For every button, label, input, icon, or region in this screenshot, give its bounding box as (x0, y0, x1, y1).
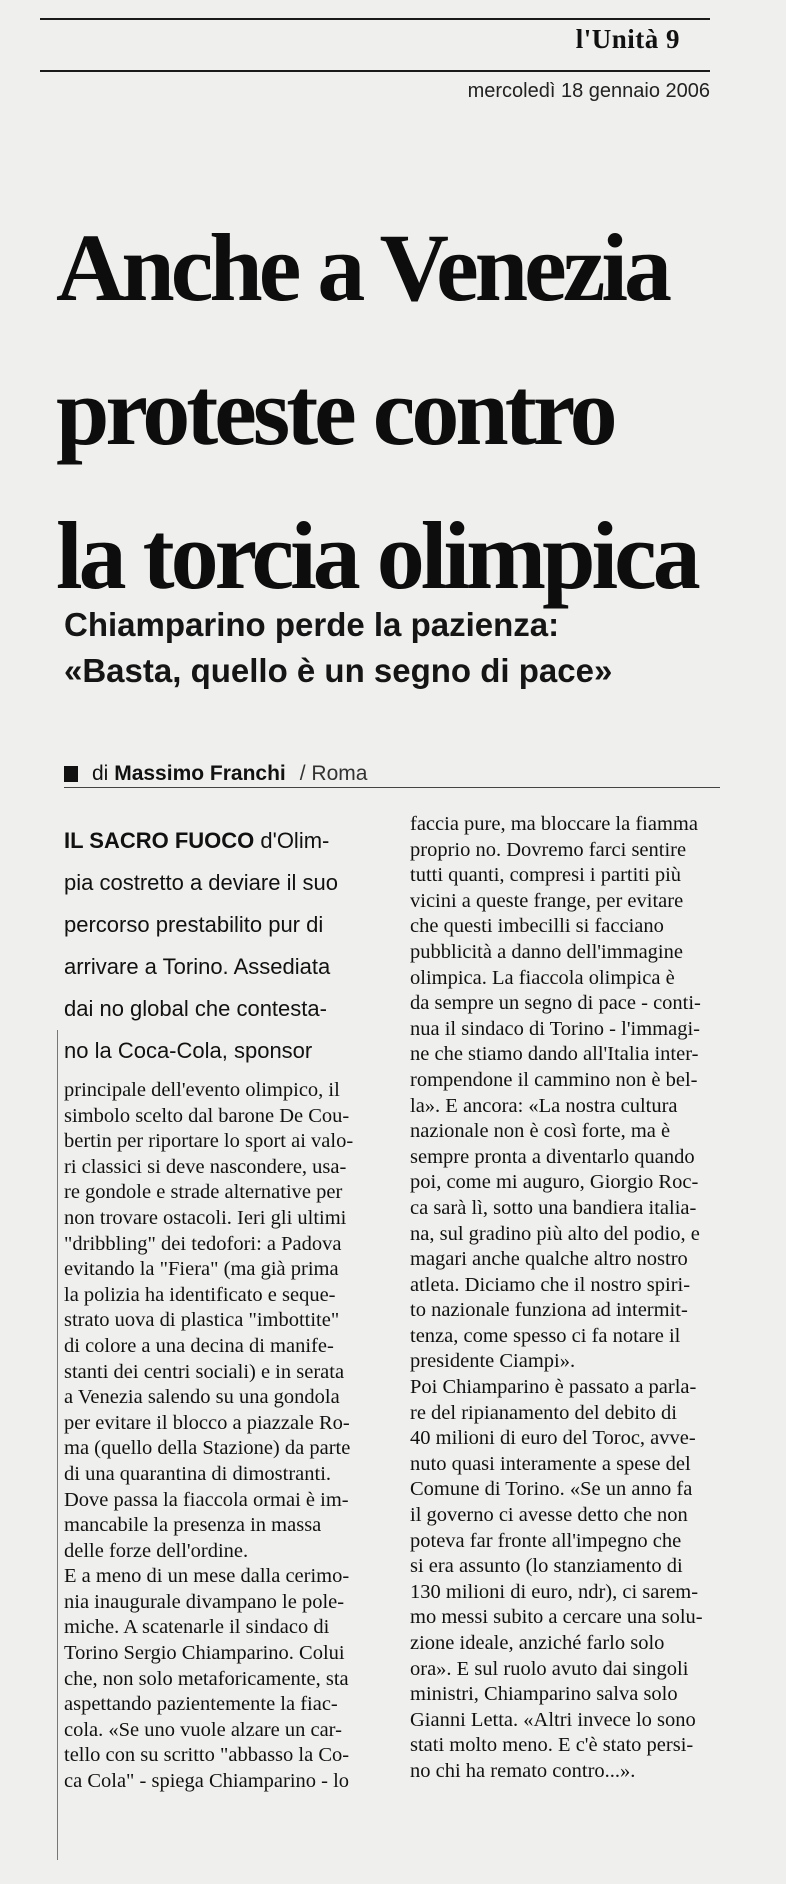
body-line: stati molto meno. E c'è stato persi- (410, 1734, 694, 1757)
body-line: bertin per riportare lo sport ai valo- (64, 1130, 354, 1153)
body-line: principale dell'evento olimpico, il (64, 1079, 340, 1101)
body-line: che, non solo metaforicamente, sta (64, 1667, 349, 1690)
body-line: tello con su scritto "abbasso la Co- (64, 1744, 350, 1767)
byline-prefix: di (92, 762, 109, 785)
lead-paragraph (64, 820, 394, 1072)
column-margin-line (57, 1030, 58, 1860)
body-line: il governo ci avesse detto che non (410, 1504, 688, 1527)
byline-location: / Roma (299, 762, 368, 785)
body-line: cola. «Se uno vuole alzare un car- (64, 1718, 342, 1741)
body-line: pubblicità a danno dell'immagine (410, 940, 683, 963)
newspaper-name: l'Unità 9 (575, 24, 680, 54)
byline-author: Massimo Franchi (114, 762, 286, 785)
body-line: non trovare ostacoli. Ieri gli ultimi (64, 1206, 347, 1229)
byline-rule (64, 787, 720, 788)
body-line: ora». E sul ruolo avuto dai singoli (410, 1657, 689, 1680)
body-line: si era assunto (lo stanziamento di (410, 1555, 683, 1578)
kicker: IL SACRO FUOCO (64, 828, 255, 853)
body-line: ministri, Chiamparino salva solo (410, 1683, 678, 1706)
body-line: proprio no. Dovremo farci sentire (410, 838, 687, 861)
headline (56, 196, 746, 628)
lead-line: no la Coca-Cola, sponsor (64, 1038, 313, 1063)
body-line: sempre pronta a diventarlo quando (410, 1145, 695, 1168)
lead-line: arrivare a Torino. Assediata (64, 954, 331, 979)
body-line: nia inaugurale divampano le pole- (64, 1590, 345, 1613)
body-line: na, sul gradino più alto del podio, e (410, 1222, 700, 1245)
body-line: poteva far fronte all'impegno che (410, 1529, 682, 1552)
body-line: 130 milioni di euro, ndr), ci sarem- (410, 1580, 699, 1603)
header-bottom-rule (40, 70, 710, 72)
body-line: ne che stiamo dando all'Italia inter- (410, 1043, 699, 1066)
body-line: ma (quello della Stazione) da parte (64, 1437, 351, 1460)
body-line: tenza, come spesso ci fa notare il (410, 1324, 681, 1347)
body-text-right (410, 812, 746, 1785)
body-line: la polizia ha identificato e seque- (64, 1283, 336, 1306)
body-line: evitando la "Fiera" (ma già prima (64, 1258, 339, 1281)
body-line: atleta. Diciamo che il nostro spiri- (410, 1273, 691, 1296)
body-line: to nazionale funziona ad intermit- (410, 1299, 688, 1322)
body-line: delle forze dell'ordine. (64, 1539, 249, 1562)
body-line: nazionale non è così forte, ma è (410, 1120, 671, 1143)
article-column-left (64, 820, 394, 1795)
body-line: Comune di Torino. «Se un anno fa (410, 1478, 693, 1501)
body-line: olimpica. La fiaccola olimpica è (410, 966, 675, 989)
body-line: stanti dei centri sociali) e in serata (64, 1360, 345, 1383)
body-line: Dove passa la fiaccola ormai è im- (64, 1488, 349, 1511)
subheadline-line: «Basta, quello è un segno di pace» (64, 652, 613, 689)
headline-line: Anche a Venezia (56, 214, 668, 321)
body-line: di una quarantina di dimostranti. (64, 1462, 332, 1485)
byline (64, 762, 367, 786)
lead-line: pia costretto a deviare il suo (64, 870, 338, 895)
body-line: ri classici si deve nascondere, usa- (64, 1155, 347, 1178)
body-line: presidente Ciampi». (410, 1350, 576, 1373)
body-line: tutti quanti, compresi i partiti più (410, 864, 682, 887)
body-line: nuto quasi interamente a spese del (410, 1452, 691, 1475)
body-line: che questi imbecilli si facciano (410, 915, 664, 938)
lead-line: percorso prestabilito pur di (64, 912, 324, 937)
headline-line: proteste contro (56, 358, 614, 465)
body-line: di colore a una decina di manife- (64, 1334, 334, 1357)
body-line: faccia pure, ma bloccare la fiamma (410, 813, 698, 835)
byline-square-icon (64, 766, 78, 782)
body-line: E a meno di un mese dalla cerimo- (64, 1565, 350, 1588)
body-line: vicini a queste frange, per evitare (410, 889, 684, 912)
lead-line (64, 820, 394, 862)
body-line: Torino Sergio Chiamparino. Colui (64, 1642, 345, 1665)
body-line: miche. A scatenarle il sindaco di (64, 1616, 330, 1639)
body-line: simbolo scelto dal barone De Cou- (64, 1104, 350, 1127)
body-line: per evitare il blocco a piazzale Ro- (64, 1411, 350, 1434)
article-column-right (410, 812, 746, 1785)
body-line: "dribbling" dei tedofori: a Padova (64, 1232, 342, 1255)
body-line: mo messi subito a cercare una solu- (410, 1606, 703, 1629)
body-line: la». E ancora: «La nostra cultura (410, 1094, 678, 1117)
lead-line: dai no global che contesta- (64, 996, 327, 1021)
body-line: re gondole e strade alternative per (64, 1181, 343, 1204)
body-line: da sempre un segno di pace - conti- (410, 992, 701, 1015)
body-line: ca sarà lì, sotto una bandiera italia- (410, 1196, 697, 1219)
body-line: magari anche qualche altro nostro (410, 1248, 688, 1271)
body-line: Gianni Letta. «Altri invece lo sono (410, 1708, 696, 1731)
header-top-rule (40, 18, 710, 20)
body-line: ca Cola" - spiega Chiamparino - lo (64, 1770, 350, 1793)
body-text-left (64, 1078, 394, 1795)
lead-first: d'Olim- (254, 828, 330, 853)
body-line: rompendone il cammino non è bel- (410, 1068, 698, 1091)
publication-date: mercoledì 18 gennaio 2006 (467, 80, 710, 102)
body-line: re del ripianamento del debito di (410, 1401, 677, 1424)
body-line: 40 milioni di euro del Toroc, avve- (410, 1427, 696, 1450)
subheadline (64, 602, 744, 694)
body-line: aspettando pazientemente la fiac- (64, 1693, 338, 1716)
body-line: zione ideale, anziché farlo solo (410, 1632, 665, 1654)
body-line: nua il sindaco di Torino - l'immagi- (410, 1017, 700, 1040)
body-line: mancabile la presenza in massa (64, 1514, 322, 1537)
body-line: no chi ha remato contro...». (410, 1759, 636, 1782)
body-line: a Venezia salendo su una gondola (64, 1386, 340, 1409)
body-line: poi, come mi auguro, Giorgio Roc- (410, 1171, 699, 1194)
body-line: strato uova di plastica "imbottite" (64, 1309, 340, 1332)
body-line: Poi Chiamparino è passato a parla- (410, 1376, 697, 1399)
headline-line: la torcia olimpica (56, 502, 697, 609)
subheadline-line: Chiamparino perde la pazienza: (64, 606, 560, 643)
